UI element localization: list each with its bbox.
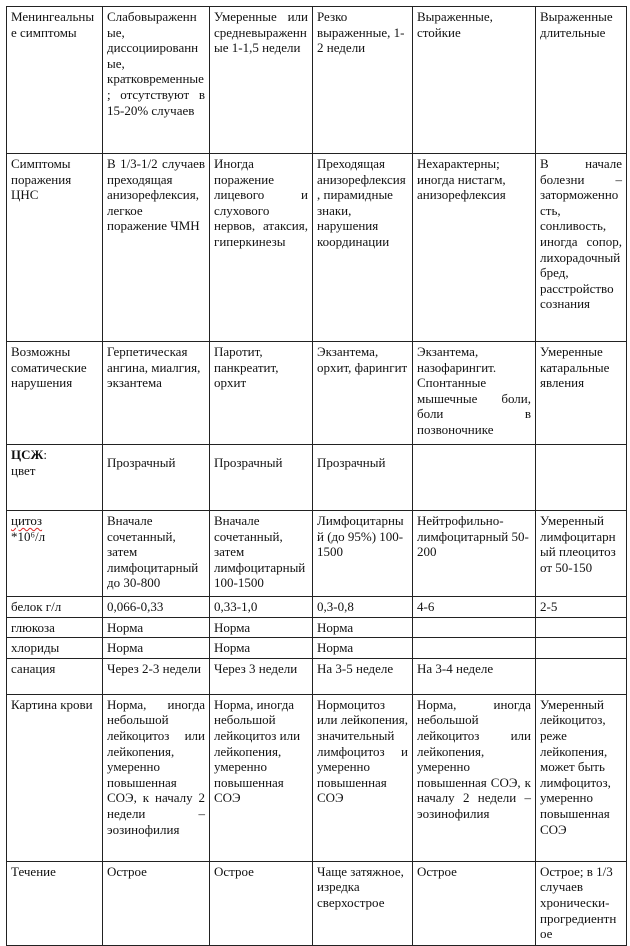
table-row — [7, 342, 627, 445]
table-cell — [413, 638, 536, 659]
table-cell: Выраженные длительные — [536, 7, 627, 154]
table-row — [7, 617, 627, 638]
table-cell — [536, 638, 627, 659]
document-page — [6, 6, 626, 946]
table-cell — [210, 445, 313, 511]
table-row — [7, 7, 627, 154]
table-cell: Норма — [103, 638, 210, 659]
table-cell: Преходящая анизорефлексия, пирамидные знаки, нарушения координации — [313, 154, 413, 342]
table-cell: 0,3-0,8 — [313, 597, 413, 618]
table-cell: 2-5 — [536, 597, 627, 618]
table-row — [7, 154, 627, 342]
table-cell: Через 3 недели — [210, 658, 313, 694]
table-cell: Норма — [103, 617, 210, 638]
cell-text: Прозрачный — [107, 455, 176, 470]
table-cell: Вначале сочетанный, затем лимфоцитарный до 30-800 — [103, 511, 210, 597]
table-cell: Чаще затяжное, изредка сверхострое — [313, 861, 413, 945]
table-cell: Иногда поражение лицевого и слухового нервов, атаксия, гиперкинезы — [210, 154, 313, 342]
table-cell: Норма, иногда небольшой лейкоцитоз или лейкопения, умеренно повышенная СОЭ — [210, 694, 313, 861]
table-cell: Норма — [313, 617, 413, 638]
table-cell: Умеренный лейкоцитоз, реже лейкопения, может быть лимфоцитоз, умеренно повышенная СОЭ — [536, 694, 627, 861]
row-header-cell: глюкоза — [7, 617, 103, 638]
row-header-cell: санация — [7, 658, 103, 694]
table-row — [7, 511, 627, 597]
table-cell: Экзантема, назофарингит. Спонтанные мышечные боли, боли в позвоночнике — [413, 342, 536, 445]
table-cell: В начале болезни – заторможенность, сонливость, иногда сопор, лихорадочный бред, расстройство сознания — [536, 154, 627, 342]
table-row — [7, 658, 627, 694]
table-cell: Слабовыраженные, диссоциированные, кратковременные; отсутствуют в 15-20% случаев — [103, 7, 210, 154]
table-cell — [536, 445, 627, 511]
csf-colon: : — [43, 447, 47, 462]
table-cell: Резко выраженные, 1-2 недели — [313, 7, 413, 154]
table-cell: 4-6 — [413, 597, 536, 618]
table-cell: 0,33-1,0 — [210, 597, 313, 618]
table-cell: Экзантема, орхит, фарингит — [313, 342, 413, 445]
cytosis-unit: *10⁶/л — [11, 528, 46, 544]
table-cell — [413, 445, 536, 511]
table-cell: 0,066-0,33 — [103, 597, 210, 618]
row-header-cell: Возможны соматические нарушения — [7, 342, 103, 445]
table-cell: Герпетическая ангина, миалгия, экзантема — [103, 342, 210, 445]
row-header-cell: хлориды — [7, 638, 103, 659]
table-cell: Нормоцитоз или лейкопения, значительный лимфоцитоз и умеренно повышенная СОЭ — [313, 694, 413, 861]
table-cell: В 1/3-1/2 случаев преходящая анизорефлексия, легкое поражение ЧМН — [103, 154, 210, 342]
table-row — [7, 638, 627, 659]
table-cell — [536, 658, 627, 694]
cell-text: Прозрачный — [214, 455, 283, 470]
table-cell: На 3-5 неделе — [313, 658, 413, 694]
table-cell: Норма — [313, 638, 413, 659]
table-cell: Вначале сочетанный, затем лимфоцитарный 100-1500 — [210, 511, 313, 597]
color-label: цвет — [11, 462, 36, 478]
table-cell — [313, 445, 413, 511]
table-cell: Нехарактерны; иногда нистагм, анизорефлексия — [413, 154, 536, 342]
table-cell: Норма — [210, 617, 313, 638]
row-header-cell: Течение — [7, 861, 103, 945]
table-cell: Острое — [103, 861, 210, 945]
row-header-cell: Картина крови — [7, 694, 103, 861]
table-cell: Через 2-3 недели — [103, 658, 210, 694]
table-cell — [103, 445, 210, 511]
table-cell: Умеренные или средневыраженные 1-1,5 недели — [210, 7, 313, 154]
table-cell: Умеренный лимфоцитарный плеоцитоз от 50-150 — [536, 511, 627, 597]
table-row — [7, 694, 627, 861]
csf-label: ЦСЖ — [11, 447, 44, 462]
table-cell: Нейтрофильно-лимфоцитарный 50-200 — [413, 511, 536, 597]
table-row — [7, 861, 627, 945]
table-cell: Норма, иногда небольшой лейкоцитоз или лейкопения, умеренно повышенная СОЭ, к началу 2 недели – эозинофилия — [103, 694, 210, 861]
table-cell: Выраженные, стойкие — [413, 7, 536, 154]
table-cell — [413, 617, 536, 638]
table-cell: Норма — [210, 638, 313, 659]
table-cell: Умеренные катаральные явления — [536, 342, 627, 445]
table-cell: Норма, иногда небольшой лейкоцитоз или лейкопения, умеренно повышенная СОЭ, к началу 2 недели – эозинофилия — [413, 694, 536, 861]
cell-text: Прозрачный — [317, 455, 386, 470]
comparison-table — [6, 6, 627, 946]
row-header-cell: белок г/л — [7, 597, 103, 618]
table-cell — [536, 617, 627, 638]
table-cell: Лимфоцитарный (до 95%) 100-1500 — [313, 511, 413, 597]
table-cell: Острое — [413, 861, 536, 945]
row-header-cell: Менингеальные симптомы — [7, 7, 103, 154]
row-header-cell — [7, 445, 103, 511]
table-row — [7, 445, 627, 511]
table-cell: Острое; в 1/3 случаев хронически-прогредиентное — [536, 861, 627, 945]
table-cell: На 3-4 неделе — [413, 658, 536, 694]
cytosis-label: цитоз — [11, 513, 43, 528]
table-cell: Паротит, панкреатит, орхит — [210, 342, 313, 445]
row-header-cell — [7, 511, 103, 597]
table-cell: Острое — [210, 861, 313, 945]
row-header-cell: Симптомы поражения ЦНС — [7, 154, 103, 342]
table-row — [7, 597, 627, 618]
